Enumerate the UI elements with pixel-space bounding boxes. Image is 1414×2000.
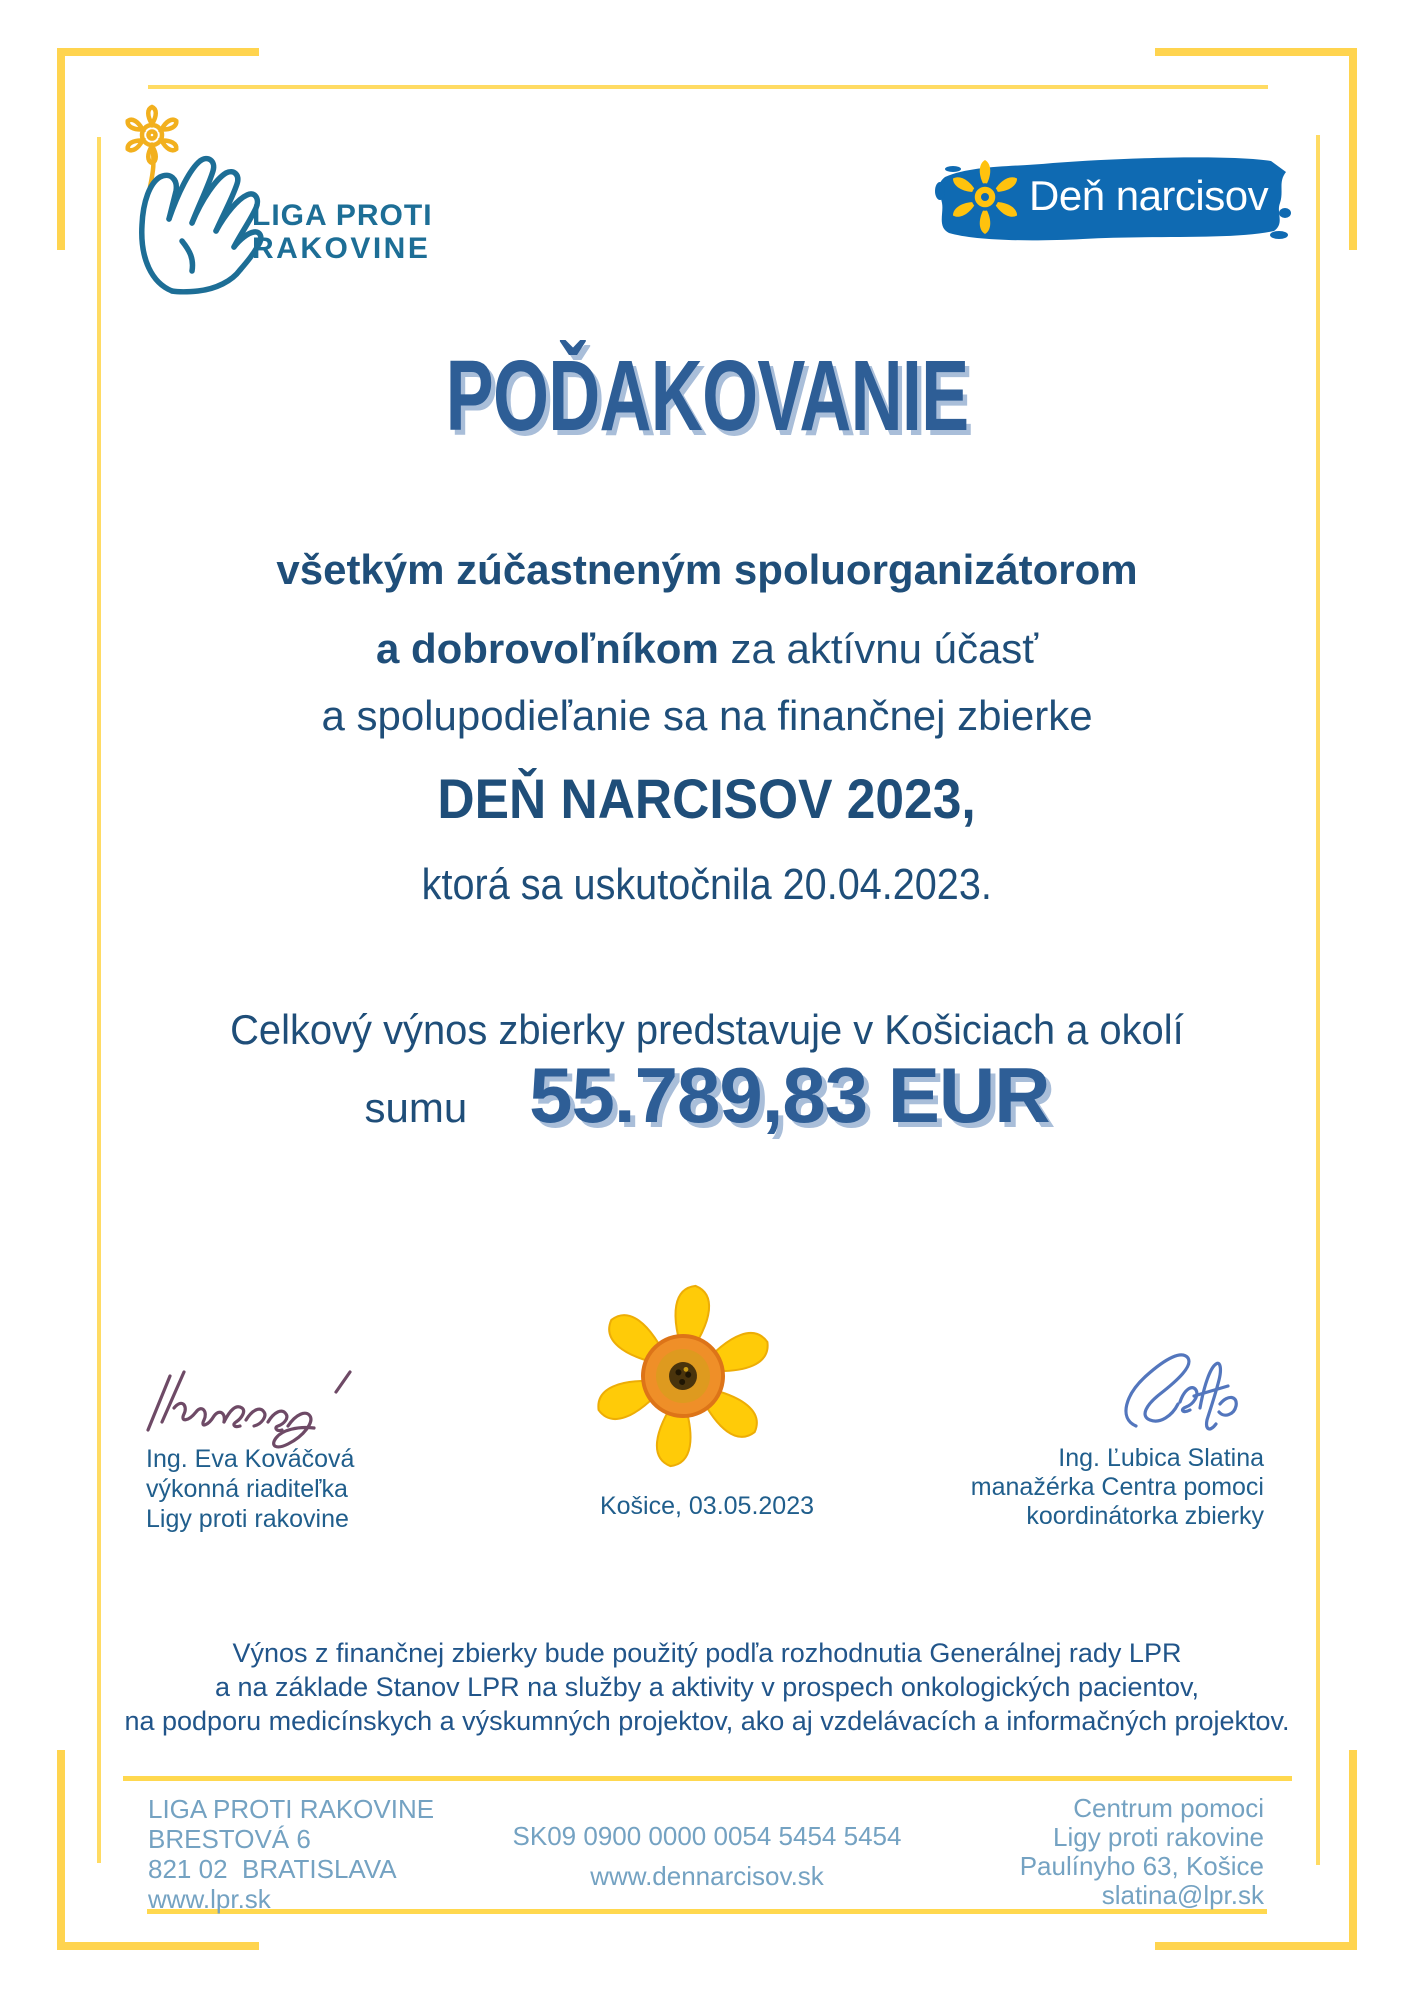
frame-corner-top-right-horizontal — [1155, 48, 1357, 56]
footer-iban: SK09 0900 0000 0054 5454 5454 — [512, 1821, 902, 1851]
event-name: DEŇ NARCISOV 2023, — [437, 767, 977, 830]
footer-org-street: BRESTOVÁ 6 — [148, 1824, 311, 1854]
body-line-1: všetkým zúčastneným spoluorganizátorom — [276, 546, 1138, 593]
disclaimer-line-2: a na základe Stanov LPR na služby a aktivity v prospech onkologických pacientov, — [214, 1672, 1200, 1702]
frame-corner-top-left-vertical — [57, 48, 65, 250]
footer-center-address: Paulínyho 63, Košice — [1019, 1851, 1264, 1881]
logo-line-2: RAKOVINE — [252, 232, 431, 265]
hand-icon — [142, 159, 261, 292]
sum-row — [0, 1050, 1414, 1141]
footer-center-name: Centrum pomoci — [1073, 1793, 1264, 1823]
footer-org-name: LIGA PROTI RAKOVINE — [148, 1794, 435, 1824]
event-date-line — [0, 860, 1414, 910]
title-row — [0, 340, 1414, 452]
body-line-3: a spolupodieľanie sa na finančnej zbierke — [321, 692, 1093, 739]
frame-inner-top-line — [148, 85, 1268, 89]
body-line-2-regular: za aktívnu účasť — [718, 625, 1039, 672]
place-date: Košice, 03.05.2023 — [599, 1492, 815, 1520]
sum-label: sumu — [364, 1084, 468, 1131]
body-line-2 — [0, 625, 1414, 673]
frame-corner-bottom-right-horizontal — [1155, 1942, 1357, 1950]
event-name-line — [0, 766, 1414, 831]
signature-right-name: Ing. Ľubica Slatina — [1058, 1444, 1264, 1472]
signature-left-name: Ing. Eva Kováčová — [146, 1445, 355, 1473]
signature-left-icon — [140, 1366, 370, 1451]
signature-right-role-1: manažérka Centra pomoci — [970, 1473, 1264, 1501]
footer-top-rule — [123, 1776, 1292, 1781]
footer-campaign-website: www.dennarcisov.sk — [590, 1861, 824, 1891]
signature-right-icon — [1112, 1342, 1252, 1442]
logo-line-1: LIGA PROTI — [252, 199, 433, 232]
signature-right-block — [971, 1444, 1264, 1531]
footer-org-website: www.lpr.sk — [148, 1884, 271, 1914]
signature-right-role-2: koordinátorka zbierky — [1026, 1502, 1264, 1530]
total-intro-line — [0, 1006, 1414, 1054]
footer-right-column — [1020, 1794, 1264, 1910]
event-date: ktorá sa uskutočnila 20.04.2023. — [421, 860, 993, 909]
logo-wordmark — [252, 199, 433, 265]
daffodil-photo — [583, 1278, 783, 1483]
liga-proti-rakovine-logo-icon — [120, 95, 370, 295]
sum-value: 55.789,83 EUR — [529, 1051, 1050, 1139]
page-title: POĎAKOVANIE — [445, 340, 969, 452]
frame-corner-top-right-vertical — [1349, 48, 1357, 250]
disclaimer-line-1: Výnos z finančnej zbierky bude použitý podľa rozhodnutia Generálnej rady LPR — [232, 1638, 1182, 1668]
total-intro: Celkový výnos zbierky predstavuje v Košiciach a okolí — [230, 1006, 1184, 1053]
frame-corner-top-left-horizontal — [57, 48, 259, 56]
signature-left-role-1: výkonná riaditeľka — [146, 1475, 348, 1503]
frame-corner-bottom-left-horizontal — [57, 1942, 259, 1950]
signature-left-role-2: Ligy proti rakovine — [146, 1505, 349, 1533]
footer-center-org: Ligy proti rakovine — [1053, 1822, 1264, 1852]
disclaimer-line-3: na podporu medicínskych a výskumných projektov, ako aj vzdelávacích a informačných projektov. — [124, 1706, 1290, 1736]
footer-org-city: 821 02 BRATISLAVA — [148, 1854, 397, 1884]
body-line-2-bold: a dobrovoľníkom — [375, 625, 719, 672]
footer-center-email: slatina@lpr.sk — [1101, 1880, 1264, 1910]
banner-label: Deň narcisov — [1029, 172, 1269, 219]
den-narcisov-banner — [933, 147, 1293, 247]
